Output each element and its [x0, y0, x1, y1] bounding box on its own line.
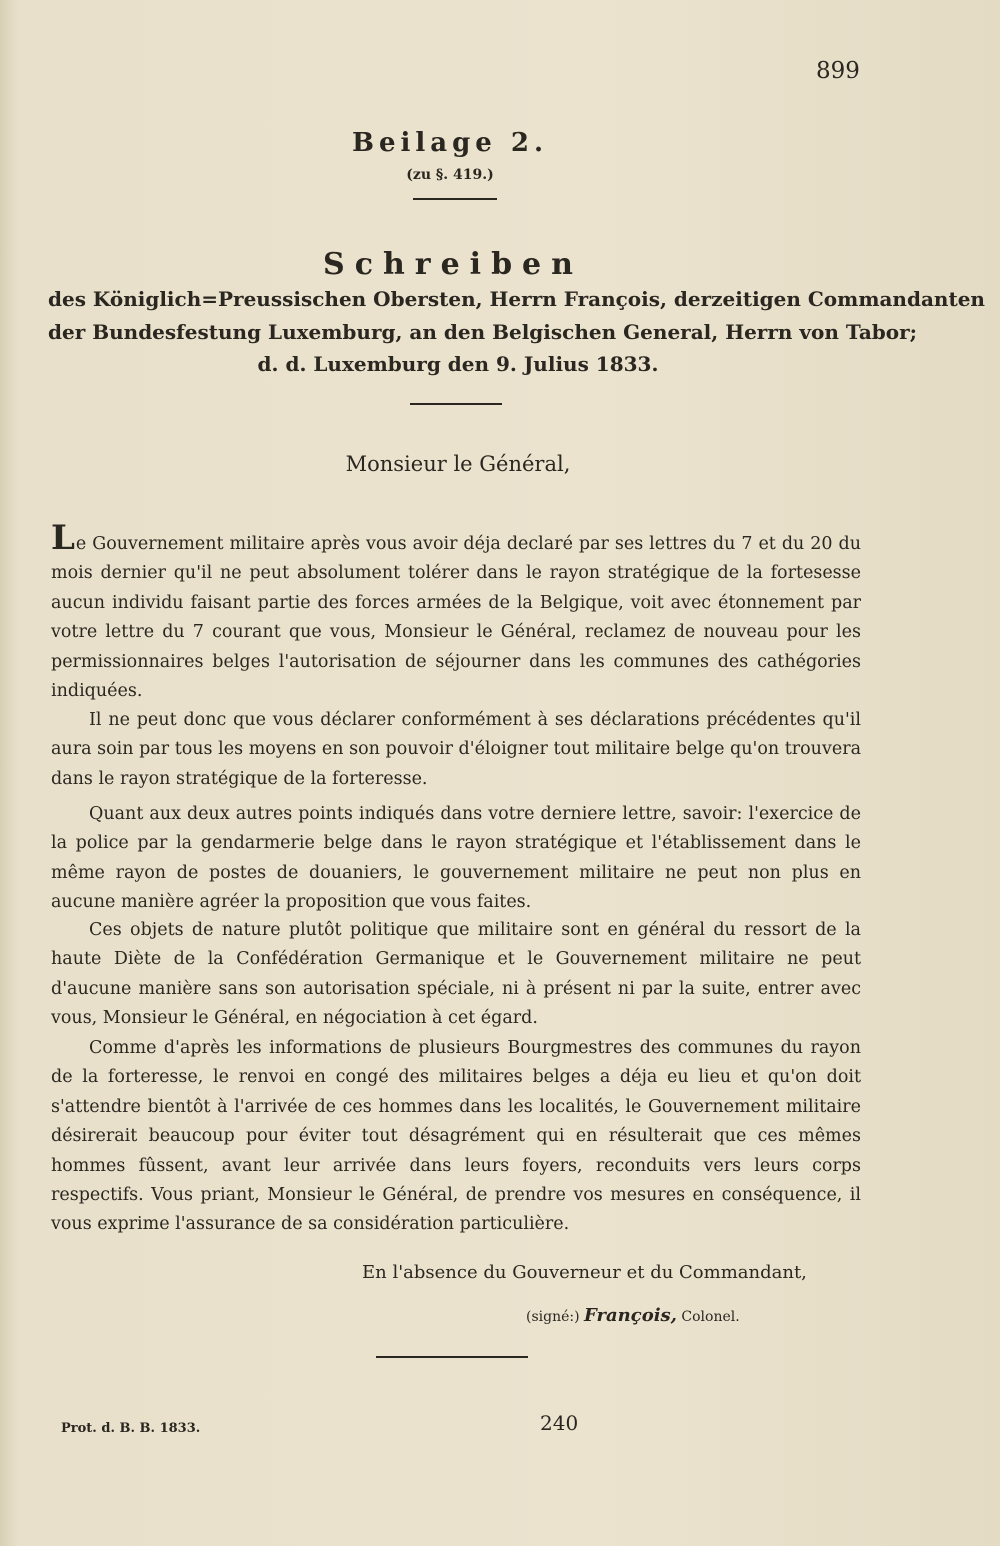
description-line: des Königlich=Preussischen Obersten, Herrn François, derzeitigen Commandanten [48, 287, 985, 311]
paragraph-text: Ces objets de nature plutôt politique que militaire sont en général du ressort de la haute Diète de la Confédération Germanique et le Gouvernement militaire ne peut d'aucune manière sans son autorisation spéciale, ni à présent ni par la suite, entrer avec vous, Monsieur le Général, en négociation à cet égard. [51, 920, 861, 1029]
paragraph-text: Quant aux deux autres points indiqués dans votre derniere lettre, savoir: l'exercice de la police par la gendarmerie belge dans le rayon stratégique et l'établissement dans le même rayon de postes de douaniers, le gouvernement militaire ne peut non plus en aucune manière agréer la proposition que vous faites. [51, 804, 861, 913]
signer-name: François, [584, 1305, 677, 1326]
signature [526, 1305, 740, 1326]
footer-protocol-reference: Prot. d. B. B. 1833. [61, 1421, 201, 1436]
letter-paragraph-5 [51, 1034, 861, 1240]
document-title: Schreiben [323, 247, 583, 282]
description-line: der Bundesfestung Luxemburg, an den Belgischen General, Herrn von Tabor; [48, 320, 918, 344]
paragraph-text: Comme d'après les informations de plusieurs Bourgmestres des communes du rayon de la forteresse, le renvoi en congé des militaires belges a déja eu lieu et qu'on doit s'attendre bientôt à l'arrivée de ces hommes dans les localités, le Gouvernement militaire désirerait beaucoup pour éviter tout désagrément qui en résulterait que ces mêmes hommes fûssent, avant leur arrivée dans leurs foyers, reconduits vers leurs corps respectifs. Vous priant, Monsieur le Général, de prendre vos mesures en conséquence, il vous exprime l'assurance de sa considération particulière. [51, 1038, 861, 1235]
salutation: Monsieur le Général, [345, 452, 571, 476]
beilage-heading: Beilage 2. [351, 128, 549, 158]
letter-paragraph-2 [51, 706, 861, 794]
paragraph-text: e Gouvernement militaire après vous avoir déja declaré par ses lettres du 7 et du 20 du mois dernier qu'il ne peut absolument tolérer dans le rayon stratégique de la fortesesse aucun individu faisant partie des forces armées de la Belgique, voit avec étonnement par votre lettre du 7 courant que vous, Monsieur le Général, reclamez de nouveau pour les permissionnaires belges l'autorisation de séjourner dans les communes des cathégories indiquées. [51, 534, 861, 702]
drop-cap: L [51, 518, 75, 558]
divider-top [413, 198, 497, 200]
paragraph-text: Il ne peut donc que vous déclarer conformément à ses déclarations précédentes qu'il aura soin par tous les moyens en son pouvoir d'éloigner tout militaire belge qu'on trouvera dans le rayon stratégique de la forteresse. [51, 710, 861, 789]
letter-paragraph-3 [51, 800, 861, 918]
signature-prefix: (signé:) [526, 1309, 580, 1325]
closing-line: En l'absence du Gouverneur et du Commandant, [362, 1262, 807, 1283]
divider-bottom [376, 1356, 528, 1358]
letter-paragraph-1 [51, 518, 861, 706]
divider-middle [410, 403, 502, 405]
section-reference: (zu §. 419.) [406, 167, 494, 183]
description-date-line: d. d. Luxemburg den 9. Julius 1833. [257, 352, 659, 376]
page-number: 899 [816, 58, 860, 84]
signer-rank: Colonel. [681, 1309, 740, 1325]
footer-signature-number: 240 [540, 1411, 579, 1435]
letter-paragraph-4 [51, 916, 861, 1034]
